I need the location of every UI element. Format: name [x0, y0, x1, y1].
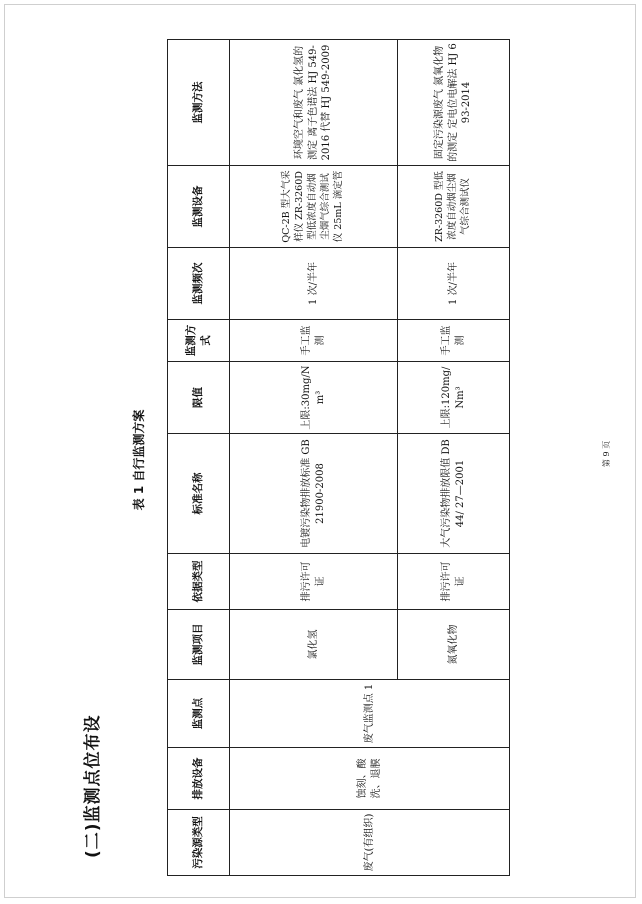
header-device: 监测设备	[168, 166, 230, 248]
cell-mode: 手工监测	[230, 320, 398, 362]
header-source-type: 污染源类型	[168, 810, 230, 876]
cell-point: 废气监测点 1	[230, 680, 510, 748]
header-equipment: 排放设备	[168, 748, 230, 810]
table-row	[230, 40, 398, 876]
cell-limit: 上限:120mg/Nm³	[398, 362, 510, 434]
header-standard: 标准名称	[168, 434, 230, 554]
header-item: 监测项目	[168, 610, 230, 680]
cell-standard: 电镀污染物排放标准 GB 21900-2008	[230, 434, 398, 554]
cell-source-type: 废气(有组织)	[230, 810, 510, 876]
header-point: 监测点	[168, 680, 230, 748]
cell-item: 氮氧化物	[398, 610, 510, 680]
section-title: (二)监测点位布设	[83, 714, 103, 858]
cell-method: 固定污染源废气 氮氧化物的测定 定电位电解法 HJ 693-2014	[398, 40, 510, 166]
cell-basis: 排污许可证	[230, 554, 398, 610]
header-frequency: 监测频次	[168, 248, 230, 320]
cell-method: 环境空气和废气 氯化氢的测定 离子色谱法 HJ 549-2016 代替 HJ 549-2009	[230, 40, 398, 166]
cell-equipment: 蚀刻、酸洗、退膜	[230, 748, 510, 810]
cell-mode: 手工监测	[398, 320, 510, 362]
header-limit: 限值	[168, 362, 230, 434]
header-basis: 依据类型	[168, 554, 230, 610]
table-header-row	[168, 40, 230, 876]
cell-limit: 上限:30mg/Nm³	[230, 362, 398, 434]
cell-item: 氯化氢	[230, 610, 398, 680]
cell-standard: 大气污染物排放限值 DB44/ 27—2001	[398, 434, 510, 554]
page-number: 第 9 页	[602, 440, 611, 468]
monitoring-table	[167, 40, 509, 876]
header-method: 监测方法	[168, 40, 230, 166]
cell-frequency: 1 次/半年	[230, 248, 398, 320]
cell-device: ZR-3260D 型低浓度自动烟尘烟气综合测试仪	[398, 166, 510, 248]
table-title: 表 1 自行监测方案	[132, 409, 146, 511]
cell-device: QC-2B 型大气采样仪 ZR-3260D 型低浓度自动烟尘烟气综合测试仪 25mL 滴定管	[230, 166, 398, 248]
cell-frequency: 1 次/半年	[398, 248, 510, 320]
header-mode: 监测方式	[168, 320, 230, 362]
cell-basis: 排污许可证	[398, 554, 510, 610]
